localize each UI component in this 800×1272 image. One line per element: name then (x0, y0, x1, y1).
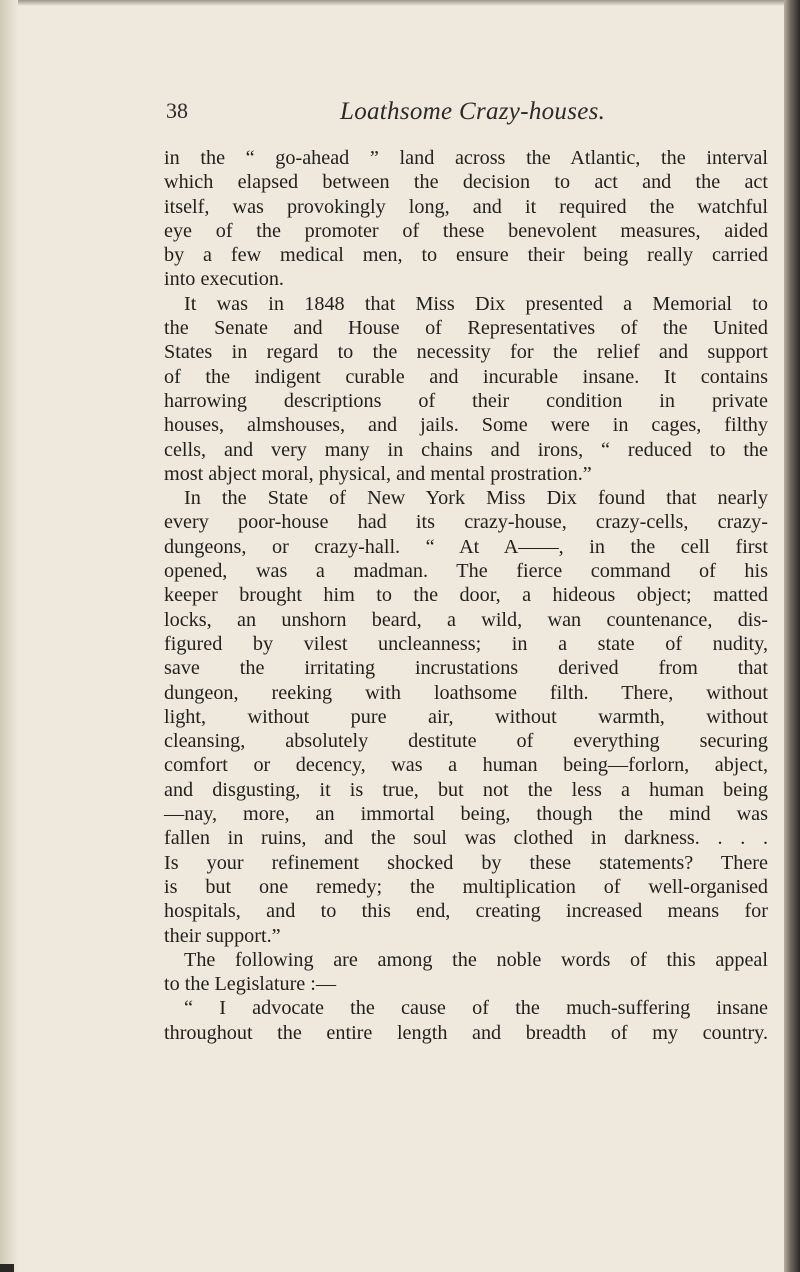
text-line: eye of the promoter of these benevolent measures, aided (164, 219, 768, 242)
text-line: In the State of New York Miss Dix found that nearly (184, 487, 768, 510)
text-line: —nay, more, an immortal being, though the mind was (164, 803, 768, 826)
text-line: throughout the entire length and breadth of my country. (164, 1021, 768, 1044)
text-line: It was in 1848 that Miss Dix presented a Memorial to (184, 292, 768, 315)
text-line: cleansing, absolutely destitute of everything securing (164, 730, 768, 753)
running-title: Loathsome Crazy-houses. (340, 98, 606, 125)
text-line: of the indigent curable and incurable insane. It contains (164, 365, 768, 388)
text-line: the Senate and House of Representatives of the United (164, 317, 768, 340)
text-line: figured by vilest uncleanness; in a state of nudity, (164, 632, 768, 655)
text-line: opened, was a madman. The fierce command of his (164, 560, 768, 583)
body-text (164, 146, 768, 1045)
text-line: harrowing descriptions of their condition in private (164, 389, 768, 412)
text-line: locks, an unshorn beard, a wild, wan countenance, dis- (164, 608, 768, 631)
text-line: is but one remedy; the multiplication of well-organised (164, 875, 768, 898)
text-line: itself, was provokingly long, and it required the watchful (164, 195, 768, 218)
text-line: save the irritating incrustations derived from that (164, 657, 768, 680)
text-line: most abject moral, physical, and mental prostration.” (164, 462, 592, 485)
page-top-edge (0, 0, 800, 6)
page-corner-shadow (0, 1264, 14, 1272)
text-line: dungeons, or crazy-hall. “ At A——, in the cell first (164, 535, 768, 558)
text-line: hospitals, and to this end, creating increased means for (164, 900, 768, 923)
page-left-edge (0, 0, 18, 1272)
text-line: houses, almshouses, and jails. Some were in cages, filthy (164, 414, 768, 437)
text-line: by a few medical men, to ensure their being really carried (164, 244, 768, 267)
text-line: their support.” (164, 924, 281, 947)
page-number: 38 (166, 98, 188, 123)
text-line: fallen in ruins, and the soul was clothed in darkness. . . . (164, 827, 768, 850)
page-header (166, 98, 766, 138)
text-line: dungeon, reeking with loathsome filth. There, without (164, 681, 768, 704)
text-line: comfort or decency, was a human being—forlorn, abject, (164, 754, 768, 777)
text-line: every poor-house had its crazy-house, crazy-cells, crazy- (164, 511, 768, 534)
text-line: “ I advocate the cause of the much-suffering insane (184, 997, 768, 1020)
text-line: and disgusting, it is true, but not the less a human being (164, 778, 768, 801)
text-line: States in regard to the necessity for the relief and support (164, 341, 768, 364)
book-binding-edge (784, 0, 800, 1272)
text-line: in the “ go-ahead ” land across the Atlantic, the interval (164, 147, 768, 169)
text-line: Is your refinement shocked by these statements? There (164, 851, 768, 874)
text-line: cells, and very many in chains and irons, “ reduced to the (164, 438, 768, 461)
text-line: which elapsed between the decision to act and the act (164, 171, 768, 194)
text-line: The following are among the noble words of this appeal (184, 948, 768, 971)
text-line: light, without pure air, without warmth, without (164, 705, 768, 728)
text-line: to the Legislature :— (164, 973, 337, 996)
text-line: keeper brought him to the door, a hideous object; matted (164, 584, 768, 607)
text-line: into execution. (164, 268, 284, 291)
